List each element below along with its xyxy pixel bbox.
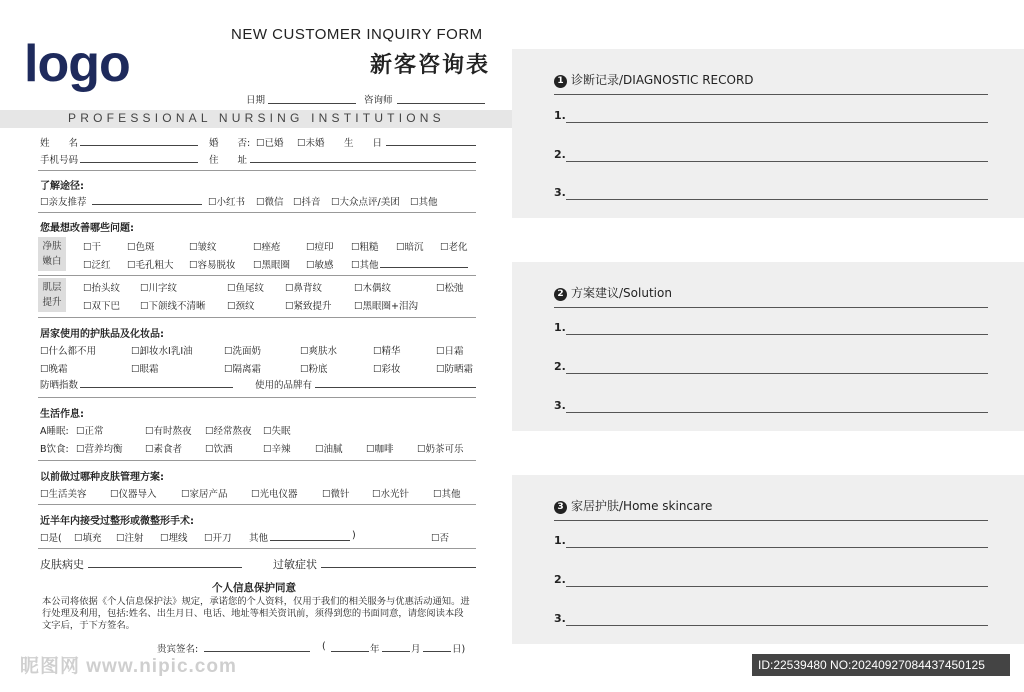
brand-field[interactable] [315,376,476,388]
panel-item-number: 2. [554,573,566,586]
issue-option[interactable]: ☐容易脱妆 [189,260,236,271]
married-checkbox[interactable]: ☐已婚 [256,138,284,149]
issue-option[interactable]: ☐其他 [351,260,379,271]
surgery-other-field[interactable] [270,529,350,541]
solution-line-3[interactable] [566,412,988,413]
sleep-option[interactable]: ☐正常 [76,426,104,437]
surgery-title: 近半年内接受过整形或微整形手术: [40,516,194,527]
issue-option[interactable]: ☐敏感 [306,260,334,271]
banner-text: PROFESSIONAL NURSING INSTITUTIONS [68,111,445,125]
issue-option[interactable]: ☐皱纹 [189,242,217,253]
issue-option[interactable]: ☐双下巴 [83,301,121,312]
panel-item-number: 3. [554,612,566,625]
surgery-other-label: 其他 [249,533,269,544]
surgery-option[interactable]: ☐注射 [116,533,144,544]
issue-option[interactable]: ☐色斑 [127,242,155,253]
sleep-option[interactable]: ☐经常熬夜 [205,426,252,437]
channel-friend[interactable]: ☐亲友推荐 [40,197,87,208]
sleep-option[interactable]: ☐失眠 [263,426,291,437]
product-option[interactable]: ☐粉底 [300,364,328,375]
surgery-option[interactable]: ☐开刀 [204,533,232,544]
product-option[interactable]: ☐眼霜 [131,364,159,375]
brand-label: 使用的品牌有 [255,380,313,391]
consent-title: 个人信息保护同意 [212,582,296,594]
issue-option[interactable]: ☐痤疮 [253,242,281,253]
product-option[interactable]: ☐洗面奶 [224,346,262,357]
history-field[interactable] [88,555,242,568]
watermark-right: ID:22539480 NO:20240927084437450125 [752,654,1010,676]
diagnostic-line-1[interactable] [566,122,988,123]
diet-option[interactable]: ☐油腻 [315,444,343,455]
history-label: 皮肤病史 [40,558,84,571]
issue-option[interactable]: ☐粗糙 [351,242,379,253]
solution-line-1[interactable] [566,334,988,335]
solution-line-2[interactable] [566,373,988,374]
channel-friend-field[interactable] [92,193,202,205]
divider [38,170,476,171]
divider [38,317,476,318]
spf-field[interactable] [80,376,233,388]
previous-option[interactable]: ☐生活美容 [40,489,87,500]
sleep-option[interactable]: ☐有时熬夜 [145,426,192,437]
issue-option[interactable]: ☐黑眼圈+泪沟 [354,301,418,312]
previous-option[interactable]: ☐仪器导入 [110,489,157,500]
divider [38,397,476,398]
diagnostic-line-3[interactable] [566,199,988,200]
form-title-cn: 新客咨询表 [370,53,491,78]
previous-option[interactable]: ☐其他 [433,489,461,500]
issue-option[interactable]: ☐抬头纹 [83,283,121,294]
skincare-line-2[interactable] [566,586,988,587]
number-2-icon: 2 [554,288,567,301]
surgery-yes[interactable]: ☐是( [40,533,62,544]
marital-label: 婚 否: [209,138,251,149]
issue-option[interactable]: ☐鼻背纹 [285,283,323,294]
spf-label: 防晒指数 [40,380,79,391]
panel-line [554,520,988,521]
sleep-label: A睡眠: [40,426,69,437]
issue-option[interactable]: ☐颈纹 [227,301,255,312]
date-open: ( [322,641,326,652]
previous-option[interactable]: ☐光电仪器 [251,489,298,500]
side-label-lift: 肌层 提升 [38,278,66,312]
divider [38,548,476,549]
product-option[interactable]: ☐什么都不用 [40,346,97,357]
surgery-no[interactable]: ☐否 [431,533,450,544]
number-3-icon: 3 [554,501,567,514]
skincare-line-1[interactable] [566,547,988,548]
diet-option[interactable]: ☐素食者 [145,444,183,455]
issue-option[interactable]: ☐木偶纹 [354,283,392,294]
channel-title: 了解途径: [40,181,84,192]
panel-solution-title: 2 方案建议/Solution [554,284,672,301]
product-option[interactable]: ☐爽肤水 [300,346,338,357]
previous-option[interactable]: ☐水光针 [372,489,410,500]
previous-option[interactable]: ☐微针 [322,489,350,500]
panel-home-skincare-title: 3 家居护肤/Home skincare [554,497,712,514]
year-label: 年 [370,644,380,655]
allergy-label: 过敏症状 [273,558,317,571]
signature-label: 贵宾签名: [157,644,199,655]
surgery-option[interactable]: ☐填充 [74,533,102,544]
panel-diagnostic-title: 1 诊断记录/DIAGNOSTIC RECORD [554,71,754,88]
panel-item-number: 1. [554,109,566,122]
unmarried-checkbox[interactable]: ☐未婚 [297,138,325,149]
issue-option[interactable]: ☐川字纹 [140,283,178,294]
consultant-label: 咨询师 [364,95,393,106]
panel-item-number: 1. [554,321,566,334]
issue-option[interactable]: ☐毛孔粗大 [127,260,174,271]
day-field[interactable] [423,640,451,652]
previous-title: 以前做过哪种皮肤管理方案: [40,472,164,483]
month-label: 月 [411,644,421,655]
number-1-icon: 1 [554,75,567,88]
diet-option[interactable]: ☐饮酒 [205,444,233,455]
panel-item-number: 1. [554,534,566,547]
panel-item-number: 2. [554,360,566,373]
diet-option[interactable]: ☐咖啡 [366,444,394,455]
surgery-option[interactable]: ☐埋线 [160,533,188,544]
issue-option[interactable]: ☐泛红 [83,260,111,271]
product-option[interactable]: ☐日霜 [436,346,464,357]
divider [38,504,476,505]
logo: logo [24,35,130,93]
product-option[interactable]: ☐精华 [373,346,401,357]
issue-option[interactable]: ☐紧致提升 [285,301,332,312]
divider [38,212,476,213]
diet-option[interactable]: ☐辛辣 [263,444,291,455]
issue-option[interactable]: ☐松弛 [436,283,464,294]
watermark-left: 昵图网 www.nipic.com [20,656,237,677]
issue-option[interactable]: ☐老化 [440,242,468,253]
product-option[interactable]: ☐隔离霜 [224,364,262,375]
channel-option[interactable]: ☐大众点评/美团 [331,197,400,208]
year-field[interactable] [331,640,369,652]
issues-title: 您最想改善哪些问题: [40,223,134,234]
diet-option[interactable]: ☐奶茶可乐 [417,444,464,455]
side-label-skin: 净肤 嫩白 [38,237,66,271]
consent-body: 本公司将依据《个人信息保护法》规定，承诺您的个人资料，仅用于我们的相关服务与优惠活动通知。进行处理及利用，包括:姓名、出生月日、电话、地址等相关资讯前，须得到您的书面同意，请您阅读本段文字后，于下方签名。 [42,596,470,631]
issue-option[interactable]: ☐黑眼圈 [253,260,291,271]
divider [38,460,476,461]
panel-line [554,94,988,95]
surgery-close: ) [352,530,356,541]
channel-option[interactable]: ☐抖音 [293,197,321,208]
address-field[interactable] [250,151,476,163]
panel-item-number: 2. [554,148,566,161]
panel-item-number: 3. [554,399,566,412]
channel-option[interactable]: ☐小红书 [208,197,246,208]
issue-option[interactable]: ☐暗沉 [396,242,424,253]
diet-option[interactable]: ☐营养均衡 [76,444,123,455]
skincare-line-3[interactable] [566,625,988,626]
product-option[interactable]: ☐晚霜 [40,364,68,375]
date-field[interactable] [268,92,356,104]
birthday-label: 生 日 [344,138,383,149]
diet-label: B饮食: [40,444,69,455]
birthday-field[interactable] [386,134,476,146]
issue-other-field[interactable] [380,256,468,268]
product-option[interactable]: ☐防晒霜 [436,364,474,375]
issue-option[interactable]: ☐痘印 [306,242,334,253]
name-label: 姓 名 [40,138,79,149]
issue-option[interactable]: ☐干 [83,242,102,253]
issue-option[interactable]: ☐下颌线不清晰 [140,301,206,312]
allergy-field[interactable] [321,555,476,568]
homecare-title: 居家使用的护肤品及化妆品: [40,329,164,340]
address-label: 住 址 [209,155,248,166]
month-field[interactable] [382,640,410,652]
day-label: 日) [452,644,466,655]
issue-option[interactable]: ☐鱼尾纹 [227,283,265,294]
phone-label: 手机号码 [40,155,79,166]
diagnostic-line-2[interactable] [566,161,988,162]
previous-option[interactable]: ☐家居产品 [181,489,228,500]
name-field[interactable] [80,134,198,146]
channel-option[interactable]: ☐微信 [256,197,284,208]
channel-option[interactable]: ☐其他 [410,197,438,208]
phone-field[interactable] [80,151,198,163]
product-option[interactable]: ☐卸妆水I乳I油 [131,346,193,357]
consultant-field[interactable] [397,92,485,104]
life-title: 生活作息: [40,409,84,420]
panel-item-number: 3. [554,186,566,199]
panel-line [554,307,988,308]
divider [38,275,476,276]
product-option[interactable]: ☐彩妆 [373,364,401,375]
form-title-en: NEW CUSTOMER INQUIRY FORM [231,26,483,43]
date-label: 日期 [246,95,266,106]
